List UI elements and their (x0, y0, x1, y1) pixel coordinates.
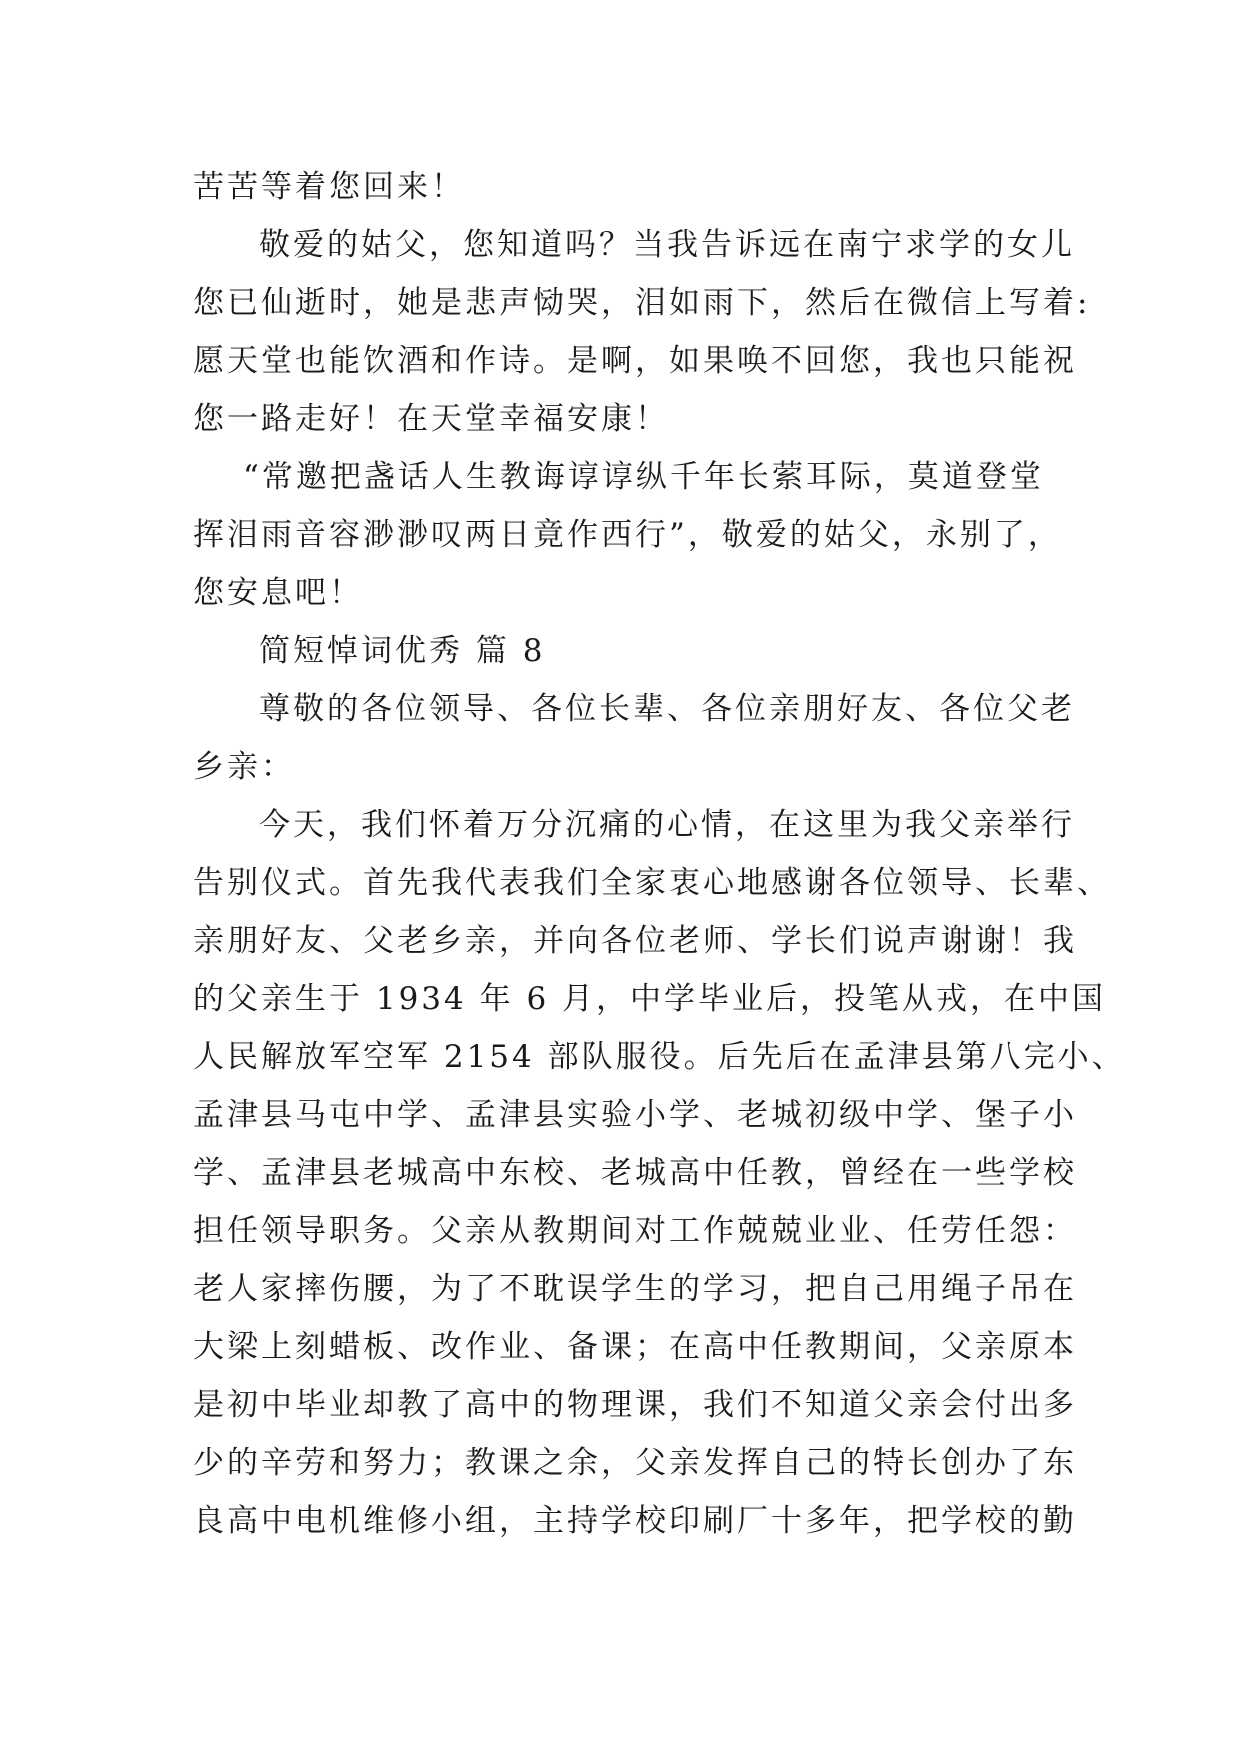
text-line: 敬爱的姑父，您知道吗？当我告诉远在南宁求学的女儿 (259, 227, 1075, 263)
text-line: 您一路走好！在天堂幸福安康！ (193, 401, 669, 437)
text-line: 担任领导职务。父亲从教期间对工作兢兢业业、任劳任怨： (193, 1213, 1077, 1249)
text-line: 今天，我们怀着万分沉痛的心情，在这里为我父亲举行 (259, 807, 1075, 843)
text-line: 乡亲： (193, 749, 295, 785)
text-line: 愿天堂也能饮酒和作诗。是啊，如果唤不回您，我也只能祝 (193, 343, 1077, 379)
text-line: 是初中毕业却教了高中的物理课，我们不知道父亲会付出多 (193, 1387, 1077, 1423)
text-line: 孟津县马屯中学、孟津县实验小学、老城初级中学、堡子小 (193, 1097, 1077, 1133)
text-line: 的父亲生于 1934 年 6 月，中学毕业后，投笔从戎，在中国 (193, 981, 1107, 1017)
section-heading: 简短悼词优秀 篇 8 (259, 633, 546, 669)
text-line: 苦苦等着您回来！ (193, 169, 465, 205)
text-line: 良高中电机维修小组，主持学校印刷厂十多年，把学校的勤 (193, 1503, 1077, 1539)
text-line: 挥泪雨音容渺渺叹两日竟作西行”，敬爱的姑父，永别了， (193, 517, 1062, 553)
text-line: 亲朋好友、父老乡亲，并向各位老师、学长们说声谢谢！我 (193, 923, 1077, 959)
text-line: “常邀把盏话人生教诲谆谆纵千年长萦耳际，莫道登堂 (243, 459, 1044, 495)
text-line: 人民解放军空军 2154 部队服役。后先后在孟津县第八完小、 (193, 1039, 1126, 1075)
document-body (193, 158, 1126, 1550)
text-line: 少的辛劳和努力；教课之余，父亲发挥自己的特长创办了东 (193, 1445, 1077, 1481)
text-line: 尊敬的各位领导、各位长辈、各位亲朋好友、各位父老 (259, 691, 1075, 727)
text-line: 学、孟津县老城高中东校、老城高中任教，曾经在一些学校 (193, 1155, 1077, 1191)
text-line: 您已仙逝时，她是悲声恸哭，泪如雨下，然后在微信上写着: (193, 285, 1091, 321)
text-line: 大梁上刻蜡板、改作业、备课；在高中任教期间，父亲原本 (193, 1329, 1077, 1365)
text-line: 老人家摔伤腰，为了不耽误学生的学习，把自己用绳子吊在 (193, 1271, 1077, 1307)
text-line: 告别仪式。首先我代表我们全家衷心地感谢各位领导、长辈、 (193, 865, 1111, 901)
text-line: 您安息吧！ (193, 575, 363, 611)
